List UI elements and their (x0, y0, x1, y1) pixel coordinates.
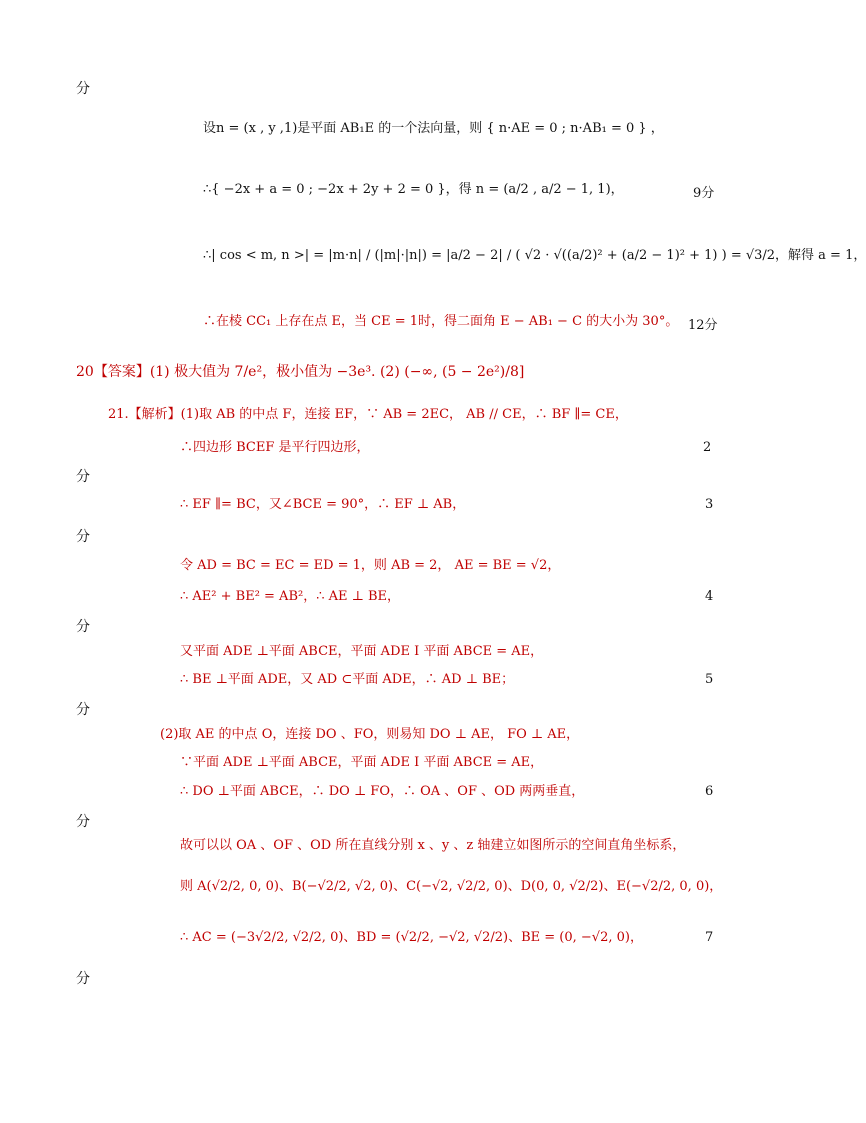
proof-line: ∴ DO ⊥平面 ABCE，∴ DO ⊥ FO，∴ OA 、OF 、OD 两两垂直， (180, 784, 585, 799)
proof-line: ∴ AE² + BE² = AB²，∴ AE ⊥ BE， (180, 589, 401, 604)
score-marker: 6 (705, 784, 714, 799)
cosine-equation-line: ∴| cos < m, n >| = |m·n| / (|m|·|n|) = |a/2 − 2| / ( √2 · √((a/2)² + (a/2 − 1)² + 1) ) = √3/2，解得 a = 1， (203, 248, 866, 263)
score-suffix: 分 (76, 469, 90, 485)
normal-vector-line: 设n = (x , y ,1)是平面 AB₁E 的一个法向量，则 { n·AE = 0 ; n·AB₁ = 0 } ， (203, 121, 664, 136)
system-solution-line: ∴{ −2x + a = 0 ; −2x + 2y + 2 = 0 }，得 n = (a/2 , a/2 − 1, 1)， (203, 182, 624, 197)
score-suffix: 分 (76, 81, 90, 97)
answer-20: 20【答案】(1) 极大值为 7/e²，极小值为 −3e³. (2) (−∞, (5 − 2e²)/8] (76, 364, 525, 380)
proof-line: ∴四边形 BCEF 是平行四边形， (180, 440, 370, 455)
score-marker: 12分 (688, 318, 718, 333)
score-marker: 7 (705, 930, 714, 945)
score-suffix: 分 (76, 702, 90, 718)
proof-line: ∴ BE ⊥平面 ADE，又 AD ⊂平面 ADE，∴ AD ⊥ BE； (180, 672, 515, 687)
score-suffix: 分 (76, 971, 90, 987)
proof-line: ∴ EF ∥= BC，又∠BCE = 90°，∴ EF ⊥ AB， (180, 497, 466, 512)
vectors-line: ∴ AC = (−3√2/2, √2/2, 0)、BD = (√2/2, −√2, √2/2)、BE = (0, −√2, 0)， (180, 930, 643, 945)
score-suffix: 分 (76, 529, 90, 545)
score-marker: 4 (705, 589, 714, 604)
proof-line: 又平面 ADE ⊥平面 ABCE，平面 ADE I 平面 ABCE = AE， (180, 644, 544, 659)
score-suffix: 分 (76, 814, 90, 830)
coordinates-line: 则 A(√2/2, 0, 0)、B(−√2/2, √2, 0)、C(−√2, √2/2, 0)、D(0, 0, √2/2)、E(−√2/2, 0, 0)， (180, 879, 723, 894)
conclusion-line: ∴在棱 CC₁ 上存在点 E，当 CE = 1时，得二面角 E − AB₁ − C 的大小为 30°。 (203, 314, 679, 329)
score-marker: 9分 (693, 186, 715, 201)
analysis-21-intro: 21.【解析】(1)取 AB 的中点 F，连接 EF，∵ AB = 2EC， AB // CE，∴ BF ∥= CE， (108, 407, 628, 422)
proof-line: (2)取 AE 的中点 O，连接 DO 、FO，则易知 DO ⊥ AE， FO ⊥ AE， (160, 727, 580, 742)
proof-line: ∵平面 ADE ⊥平面 ABCE，平面 ADE I 平面 ABCE = AE， (180, 755, 544, 770)
score-suffix: 分 (76, 619, 90, 635)
score-marker: 5 (705, 672, 714, 687)
score-marker: 2 (703, 440, 712, 455)
score-marker: 3 (705, 497, 714, 512)
proof-line: 令 AD = BC = EC = ED = 1，则 AB = 2， AE = BE = √2， (180, 558, 561, 573)
proof-line: 故可以以 OA 、OF 、OD 所在直线分别 x 、y 、z 轴建立如图所示的空间直角坐标系， (180, 838, 686, 853)
